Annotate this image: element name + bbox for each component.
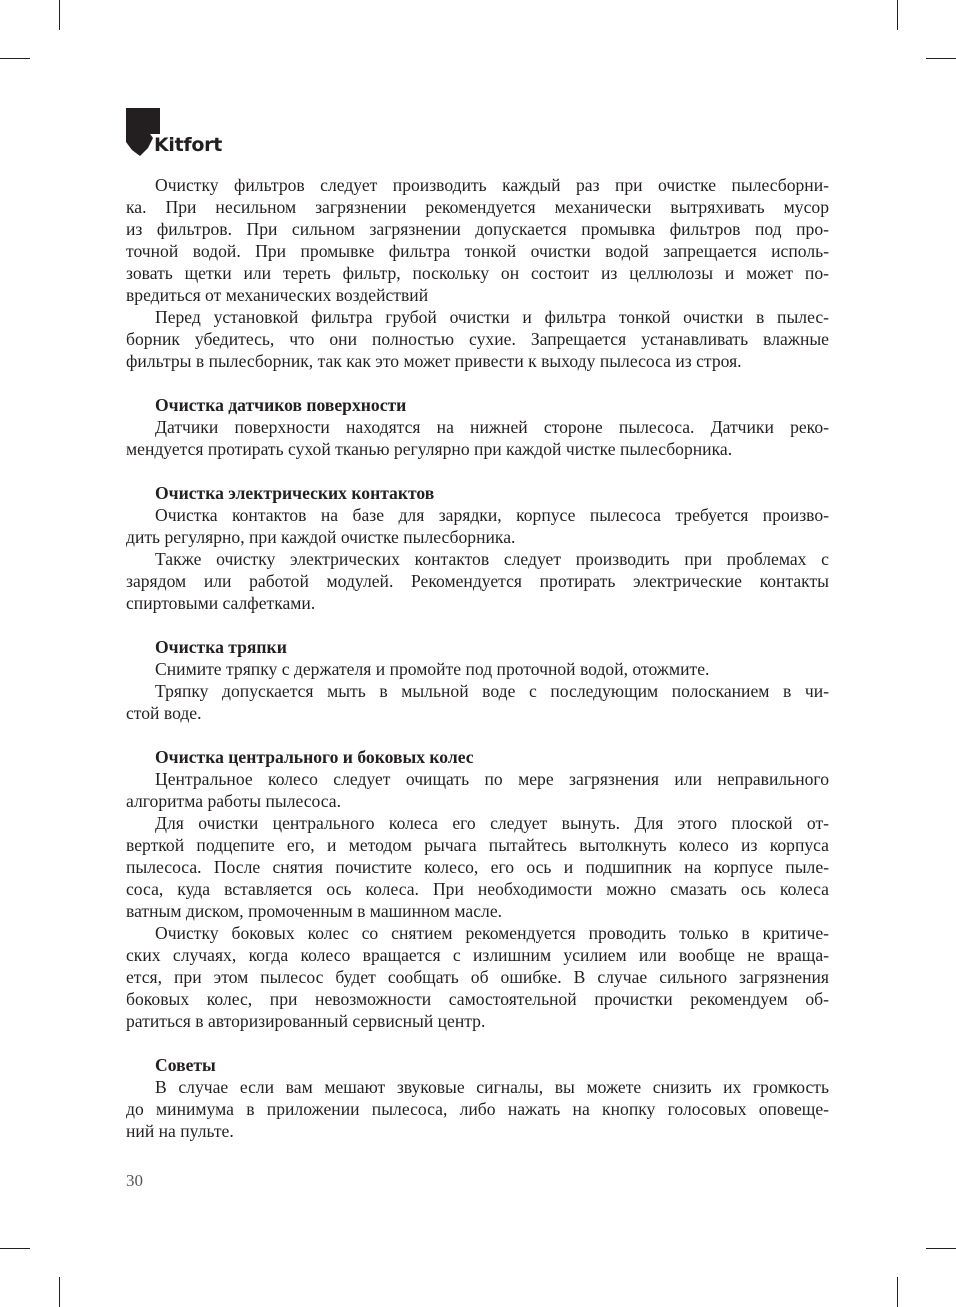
section-heading: Очистка тряпки — [155, 637, 287, 657]
page-number: 30 — [126, 1171, 143, 1190]
crop-mark — [59, 0, 60, 30]
text-line: ватным диском, промоченным в машинном масле. — [126, 901, 503, 921]
text-line: из фильтров. При сильном загрязнении допускается промывка фильтров под про- — [126, 219, 829, 239]
text-line: Очистка контактов на базе для зарядки, корпусе пылесоса требуется произво- — [155, 505, 829, 525]
spacer — [126, 614, 829, 636]
text-line: Очистку боковых колес со снятием рекомендуется проводить только в критиче- — [155, 923, 829, 943]
crop-mark — [897, 0, 898, 30]
text-line: Также очистку электрических контактов следует производить при проблемах с — [155, 549, 829, 569]
paragraph — [126, 1076, 829, 1142]
paragraph — [126, 504, 829, 548]
spacer — [126, 724, 829, 746]
text-line: боковых колес, при невозможности самостоятельной прочистки рекомендуем об- — [126, 989, 829, 1009]
spacer — [126, 372, 829, 394]
text-line: В случае если вам мешают звуковые сигналы, вы можете снизить их громкость — [155, 1077, 829, 1097]
section-heading: Советы — [155, 1055, 216, 1075]
text-line: соса, куда вставляется ось колеса. При необходимости можно смазать ось колеса — [126, 879, 829, 899]
text-line: фильтры в пылесборник, так как это может привести к выходу пылесоса из строя. — [126, 351, 742, 371]
text-line: ется, при этом пылесос будет сообщать об ошибке. В случае сильного загрязнения — [126, 967, 829, 987]
paragraph — [126, 680, 829, 724]
text-line: ратиться в авторизированный сервисный центр. — [126, 1011, 486, 1031]
text-line: пылесоса. После снятия почистите колесо, его ось и подшипник на корпусе пыле- — [126, 857, 829, 877]
text-line: борник убедитесь, что они полностью сухие. Запрещается устанавливать влажные — [126, 329, 829, 349]
crop-mark — [926, 58, 956, 59]
text-line: Снимите тряпку с держателя и промойте под проточной водой, отожмите. — [155, 659, 710, 679]
paragraph — [126, 174, 829, 306]
document-body — [126, 174, 829, 1142]
crop-mark — [926, 1248, 956, 1249]
text-line: ний на пульте. — [126, 1121, 234, 1141]
text-line: ских случаях, когда колесо вращается с излишним усилием или вообще не враща- — [126, 945, 829, 965]
text-line: Для очистки центрального колеса его следует вынуть. Для этого плоской от- — [155, 813, 829, 833]
crop-mark — [59, 1277, 60, 1307]
text-line: алгоритма работы пылесоса. — [126, 791, 342, 811]
text-line: точной водой. При промывке фильтра тонкой очистки водой запрещается исполь- — [126, 241, 829, 261]
paragraph — [126, 548, 829, 614]
logo-text: Kitfort — [154, 134, 222, 156]
paragraph — [126, 812, 829, 922]
text-line: Очистку фильтров следует производить каждый раз при очистке пылесборни- — [155, 175, 829, 195]
section-heading: Очистка датчиков поверхности — [155, 395, 407, 415]
spacer — [126, 460, 829, 482]
text-line: стой воде. — [126, 703, 202, 723]
crop-mark — [0, 1248, 30, 1249]
paragraph — [126, 768, 829, 812]
text-line: Перед установкой фильтра грубой очистки и фильтра тонкой очистки в пылес- — [155, 307, 829, 327]
section-heading: Очистка центрального и боковых колес — [155, 747, 474, 767]
text-line: до минимума в приложении пылесоса, либо нажать на кнопку голосовых оповеще- — [126, 1099, 829, 1119]
text-line: ка. При несильном загрязнении рекомендуется механически вытряхивать мусор — [126, 197, 829, 217]
crop-mark — [897, 1277, 898, 1307]
paragraph — [126, 922, 829, 1032]
text-line: дить регулярно, при каждой очистке пылесборника. — [126, 527, 516, 547]
paragraph — [126, 658, 829, 680]
text-line: Центральное колесо следует очищать по мере загрязнения или неправильного — [155, 769, 829, 789]
paragraph — [126, 416, 829, 460]
section-heading: Очистка электрических контактов — [155, 483, 435, 503]
crop-mark — [0, 58, 30, 59]
text-line: Датчики поверхности находятся на нижней стороне пылесоса. Датчики реко- — [155, 417, 829, 437]
text-line: верткой подцепите его, и методом рычага пытайтесь вытолкнуть колесо из корпуса — [126, 835, 829, 855]
text-line: зарядом или работой модулей. Рекомендуется протирать электрические контакты — [126, 571, 829, 591]
text-line: спиртовыми салфетками. — [126, 593, 316, 613]
spacer — [126, 1032, 829, 1054]
text-line: мендуется протирать сухой тканью регулярно при каждой чистке пылесборника. — [126, 439, 733, 459]
text-line: Тряпку допускается мыть в мыльной воде с последующим полосканием в чи- — [155, 681, 829, 701]
text-line: зовать щетки или тереть фильтр, поскольку он состоит из целлюлозы и может по- — [126, 263, 829, 283]
text-line: вредиться от механических воздействий — [126, 285, 429, 305]
paragraph — [126, 306, 829, 372]
